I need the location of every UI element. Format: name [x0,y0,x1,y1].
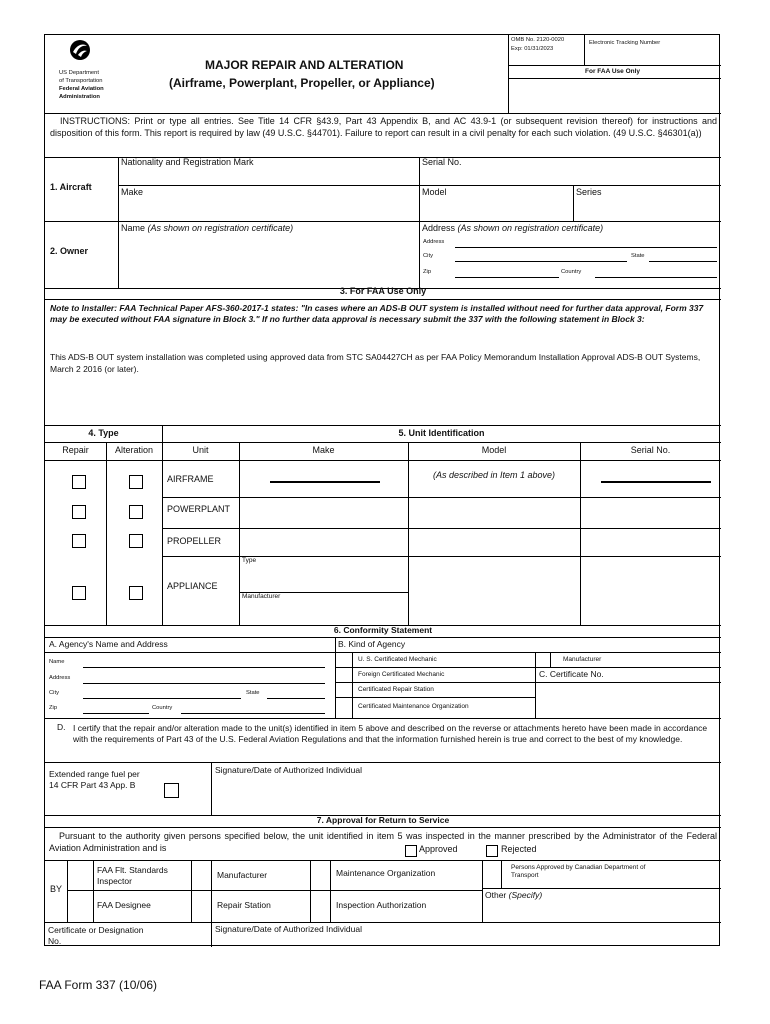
form-footer: FAA Form 337 (10/06) [39,978,158,992]
row-propeller: PROPELLER [167,536,222,546]
appliance-repair-checkbox[interactable] [72,586,86,600]
powerplant-alteration-checkbox[interactable] [129,505,143,519]
airframe-model-note: (As described in Item 1 above) [432,470,556,480]
by-label: BY [50,884,63,894]
dot-logo [69,39,91,61]
agency-name-label: A. Agency's Name and Address [49,639,168,649]
agency-country-line[interactable] [181,713,325,714]
aircraft-series-field[interactable] [574,199,720,220]
option-other [485,891,542,900]
owner-city-line[interactable] [455,261,627,262]
nationality-field[interactable] [119,169,418,184]
certify-letter: D. [57,722,66,732]
agency-country-field-label: Country [152,705,173,711]
aircraft-serial-label: Serial No. [422,157,462,167]
powerplant-repair-checkbox[interactable] [72,505,86,519]
row-airframe: AIRFRAME [167,474,214,484]
rejected-label: Rejected [501,844,537,854]
col-serial: Serial No. [630,445,671,455]
agency-state-field-label: State [246,690,260,696]
option-maintenance-org: Maintenance Organization [336,868,436,878]
owner-name-label-text: Name [121,223,148,233]
propeller-repair-checkbox[interactable] [72,534,86,548]
aircraft-model-field[interactable] [420,199,572,220]
col-make: Make [312,445,335,455]
agency-line3: Federal Aviation [59,86,104,92]
appliance-type-label: Type [242,557,257,564]
aircraft-serial-field[interactable] [420,169,720,184]
owner-address-field-label: Address [423,239,445,245]
agency-name-field-label: Name [49,659,65,665]
agency-line4: Administration [59,94,100,100]
aircraft-make-label: Make [121,187,144,197]
designation-no-label: Certificate or Designation No. [48,925,144,947]
kind-manufacturer: Manufacturer [563,656,602,663]
rejected-checkbox[interactable] [486,845,498,857]
appliance-serial-field[interactable] [581,557,720,624]
owner-section-label: 2. Owner [50,246,89,256]
maintenance-org-check[interactable] [311,861,329,889]
approval-signature-field[interactable] [212,935,720,946]
propeller-serial-field[interactable] [581,529,720,555]
col-alteration: Alteration [114,445,154,455]
omb-expiration: Exp: 01/31/2023 [511,46,554,52]
option-canadian: Persons Approved by Canadian Department of Transport [511,864,646,880]
kind-maintenance-org: Certificated Maintenance Organization [358,703,469,710]
row-appliance: APPLIANCE [167,581,218,591]
option-repair-station: Repair Station [217,900,271,910]
kind-of-agency-label: B. Kind of Agency [338,639,406,649]
kind-foreign-mechanic-check[interactable] [336,668,351,681]
propeller-make-field[interactable] [240,529,407,555]
owner-name-note: (As shown on registration certificate) [147,223,294,233]
kind-manufacturer-check[interactable] [536,653,549,666]
omb-number: OMB No. 2120-0020 [511,37,565,43]
propeller-model-field[interactable] [409,529,579,555]
faa-inspector-check[interactable] [68,861,92,889]
owner-address-label [422,224,603,234]
agency-city-field-label: City [49,690,59,696]
kind-maintenance-org-check[interactable] [336,698,351,717]
approved-checkbox[interactable] [405,845,417,857]
faa-form-337 [44,34,720,946]
option-faa-designee: FAA Designee [97,900,151,910]
manufacturer-check[interactable] [192,861,210,889]
appliance-alteration-checkbox[interactable] [129,586,143,600]
kind-repair-station-check[interactable] [336,683,351,696]
other-specify-field[interactable] [483,903,720,921]
aircraft-make-field[interactable] [119,199,418,220]
certify-statement: I certify that the repair and/or alteration made to the unit(s) identified in item 5 above and described on the reverse or attachments hereto have been made in accordance with the requirements of Part 43 of the U.S. Federal Aviation Regulations and that the information furnished herein is true and correct to the best of my knowledge. [73,723,708,745]
option-other-text: Other [485,890,509,900]
conformity-signature-field[interactable] [212,779,720,814]
appliance-model-field[interactable] [409,557,579,624]
conformity-signature-label: Signature/Date of Authorized Individual [215,765,362,775]
kind-us-mechanic: U. S. Certificated Mechanic [358,656,437,663]
agency-line1: US Department [59,70,99,76]
unit-section-label: 5. Unit Identification [398,428,485,438]
approved-label: Approved [419,844,458,854]
aircraft-series-label: Series [576,187,602,197]
aircraft-model-label: Model [422,187,447,197]
nationality-label: Nationality and Registration Mark [121,157,254,167]
option-manufacturer: Manufacturer [217,870,268,880]
agency-address-field-label: Address [49,675,71,681]
type-section-label: 4. Type [88,428,119,438]
airframe-alteration-checkbox[interactable] [129,475,143,489]
agency-city-line[interactable] [83,698,241,699]
col-model: Model [481,445,507,455]
approval-section-label: 7. Approval for Return to Service [316,815,450,825]
owner-state-label: State [631,253,645,259]
owner-address-note: (As shown on registration certificate) [457,223,604,233]
powerplant-serial-field[interactable] [581,498,720,527]
canadian-check[interactable] [483,861,500,887]
approval-signature-label: Signature/Date of Authorized Individual [215,924,362,934]
row-powerplant: POWERPLANT [167,504,231,514]
adsb-statement: This ADS-B OUT system installation was completed using approved data from STC SA04427CH as per FAA Policy Memorandum Installation Approval ADS-B OUT Systems, March 2 2016 (or later). [50,352,701,374]
kind-repair-station: Certificated Repair Station [358,686,434,693]
kind-us-mechanic-check[interactable] [336,653,351,666]
col-unit: Unit [192,445,209,455]
owner-name-field[interactable] [119,235,418,287]
propeller-alteration-checkbox[interactable] [129,534,143,548]
extended-range-fuel-label: Extended range fuel per 14 CFR Part 43 App. B [49,769,140,790]
agency-line2: of Transportation [59,78,103,84]
owner-zip-line[interactable] [455,277,559,278]
owner-zip-label: Zip [423,269,432,275]
aircraft-section-label: 1. Aircraft [50,182,92,192]
certificate-no-field[interactable] [536,683,720,717]
owner-address-label-text: Address [422,223,458,233]
agency-name-line[interactable] [83,667,325,668]
repair-station-check[interactable] [192,891,210,921]
owner-name-label [121,224,293,234]
extended-range-fuel-checkbox[interactable] [164,783,179,798]
airframe-repair-checkbox[interactable] [72,475,86,489]
owner-city-label: City [423,253,433,259]
form-subtitle: (Airframe, Powerplant, Propeller, or Appliance) [169,76,435,90]
airframe-make-dash [270,481,380,483]
conformity-section-label: 6. Conformity Statement [333,625,433,635]
option-inspection-auth: Inspection Authorization [336,900,427,910]
powerplant-make-field[interactable] [240,498,407,527]
agency-address-line[interactable] [83,683,325,684]
option-faa-inspector: FAA Flt. Standards Inspector [97,865,168,886]
owner-state-line[interactable] [649,261,717,262]
owner-country-label: Country [561,269,582,275]
faa-designee-check[interactable] [68,891,92,921]
installer-note: Note to Installer: FAA Technical Paper AFS-360-2017-1 states: "In cases where an ADS-B OUT system is installed without need for further data approval, Form 337 may be executed without FAA signature in Block 3." If no further data approval is necessary submit the 337 with the following statement in Block 3: [50,303,704,325]
certificate-no-label: C. Certificate No. [539,669,604,679]
agency-state-line[interactable] [267,698,325,699]
for-faa-use-only-label: For FAA Use Only [585,68,641,75]
option-other-note: (Specify) [508,890,543,900]
powerplant-model-field[interactable] [409,498,579,527]
col-repair: Repair [62,445,89,455]
owner-country-line[interactable] [595,277,717,278]
tracking-number-label: Electronic Tracking Number [589,40,661,46]
faa-use-section-label: 3. For FAA Use Only [339,286,427,296]
owner-address-line[interactable] [455,247,717,248]
appliance-manufacturer-label: Manufacturer [242,593,281,600]
airframe-serial-dash [601,481,711,483]
form-title: MAJOR REPAIR AND ALTERATION [205,58,404,72]
inspection-auth-check[interactable] [311,891,329,921]
approval-statement: Pursuant to the authority given persons specified below, the unit identified in item 5 was inspected in the manner prescribed by the Administrator of the Federal Aviation Administration and is [49,831,717,853]
agency-zip-line[interactable] [83,713,149,714]
instructions-text: INSTRUCTIONS: Print or type all entries. See Title 14 CFR §43.9, Part 43 Appendix B, and AC 43.9-1 (or subsequent revision thereof) for instructions and disposition of this form. This report is required by law (49 U.S.C. §44701). Failure to report can result in a civil penalty for each such violation. (49 U.S.C. §46301(a)) [50,116,717,138]
agency-zip-field-label: Zip [49,705,58,711]
kind-foreign-mechanic: Foreign Certificated Mechanic [358,671,445,678]
